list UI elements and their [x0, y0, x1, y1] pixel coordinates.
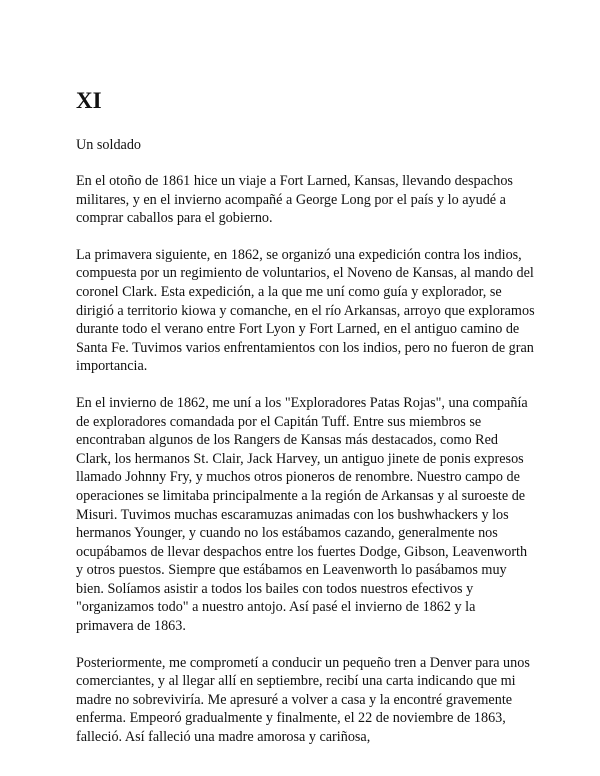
document-page [76, 88, 536, 765]
paragraph: En el invierno de 1862, me uní a los "Exploradores Patas Rojas", una compañía de exploradores comandada por el Capitán Tuff. Entre sus miembros se encontraban algunos de los Rangers de Kansas más destacados, como Red Clark, los hermanos St. Clair, Jack Harvey, un antiguo jinete de ponis expresos llamado Johnny Fry, y muchos otros pioneros de renombre. Nuestro campo de operaciones se limitaba principalmente a la región de Arkansas y al suroeste de Misuri. Tuvimos muchas escaramuzas animadas con los bushwhackers y los hermanos Younger, y cuando no los estábamos cazando, generalmente nos ocupábamos de llevar despachos entre los fuertes Dodge, Gibson, Leavenworth y otros puestos. Siempre que estábamos en Leavenworth lo pasábamos muy bien. Solíamos asistir a todos los bailes con todos nuestros efectivos y "organizamos todo" a nuestro antojo. Así pasé el invierno de 1862 y la primavera de 1863. [76, 394, 528, 635]
paragraph: Posteriormente, me comprometí a conducir un pequeño tren a Denver para unos comerciantes, y al llegar allí en septiembre, recibí una carta indicando que mi madre no sobreviviría. Me apresuré a volver a casa y la encontré gravemente enferma. Empeoró gradualmente y finalmente, el 22 de noviembre de 1863, falleció. Así falleció una madre amorosa y cariñosa, [76, 654, 530, 746]
chapter-number: XI [76, 88, 102, 113]
chapter-title: Un soldado [76, 137, 142, 153]
paragraph: La primavera siguiente, en 1862, se organizó una expedición contra los indios, compuesta por un regimiento de voluntarios, el Noveno de Kansas, al mando del coronel Clark. Esta expedición, a la que me uní como guía y explorador, se dirigió a territorio kiowa y comanche, en el río Arkansas, arroyo que exploramos durante todo el verano entre Fort Lyon y Fort Larned, en el antiguo camino de Santa Fe. Tuvimos varios enfrentamientos con los indios, pero no fueron de gran importancia. [76, 246, 535, 375]
paragraph: En el otoño de 1861 hice un viaje a Fort Larned, Kansas, llevando despachos militares, y en el invierno acompañé a George Long por el país y lo ayudé a comprar caballos para el gobierno. [76, 173, 513, 227]
